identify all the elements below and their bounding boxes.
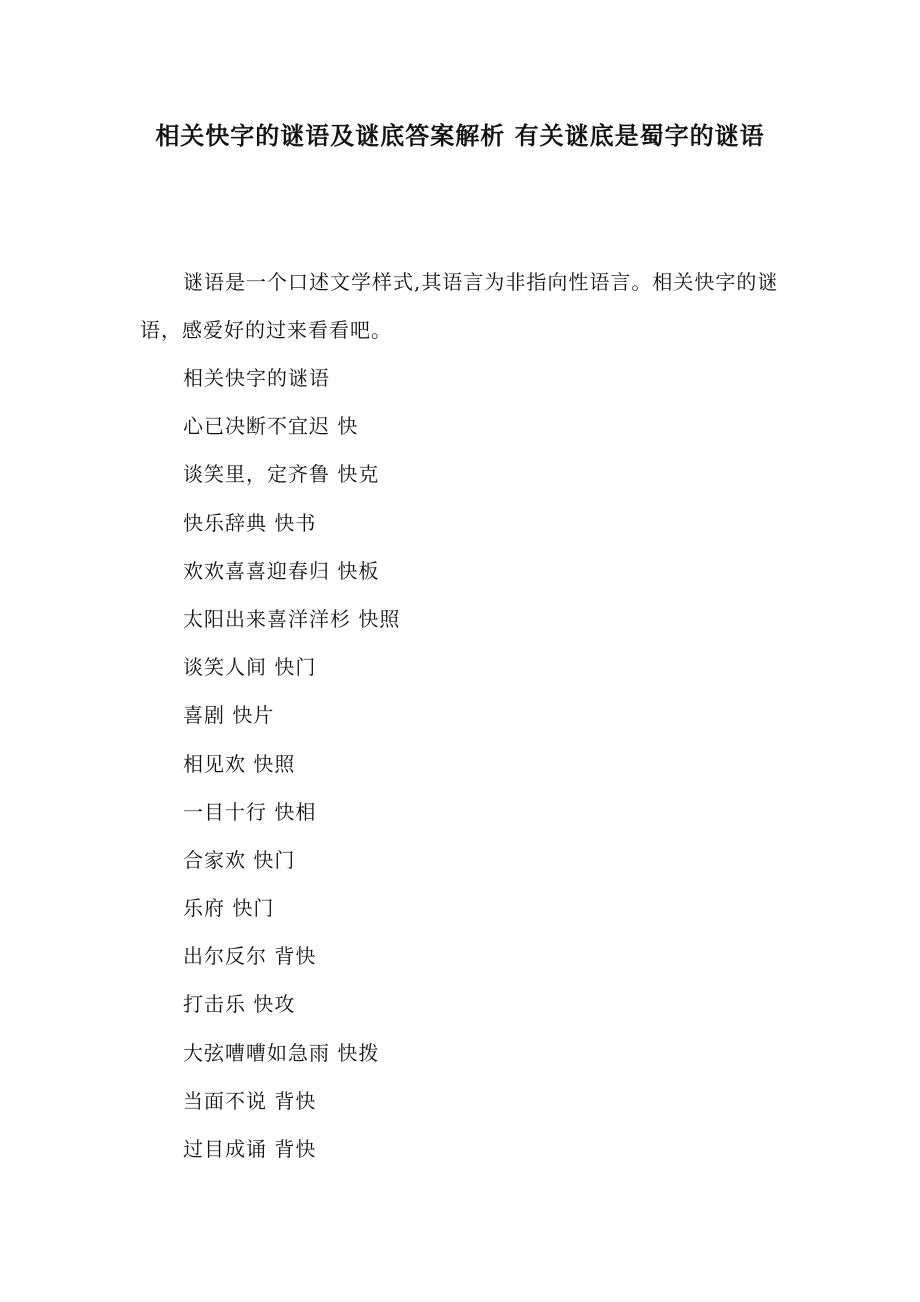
list-item: 过目成诵 背快	[183, 1137, 317, 1161]
list-item: 相关快字的谜语	[183, 366, 330, 390]
list-item: 相见欢 快照	[183, 751, 296, 776]
list-item: 当面不说 背快	[183, 1088, 317, 1113]
list-item: 谈笑人间 快门	[183, 655, 317, 680]
list-item: 出尔反尔 背快	[183, 944, 317, 969]
list-item: 谈笑里，定齐鲁 快克	[183, 462, 380, 487]
intro-paragraph: 谜语是一个口述文学样式,其语言为非指向性语言。相关快字的谜语，感爱好的过来看看吧。	[140, 270, 779, 342]
list-item: 太阳出来喜洋洋杉 快照	[183, 606, 401, 631]
list-item: 快乐辞典 快书	[183, 510, 317, 535]
riddle-list	[183, 354, 400, 1173]
list-item: 心已决断不宜迟 快	[183, 414, 359, 439]
list-item: 一目十行 快相	[183, 799, 317, 824]
list-item: 大弦嘈嘈如急雨 快拨	[183, 1040, 380, 1065]
document-title: 相关快字的谜语及谜底答案解析 有关谜底是蜀字的谜语	[155, 121, 765, 150]
list-item: 打击乐 快攻	[183, 992, 296, 1017]
list-item: 合家欢 快门	[183, 847, 296, 872]
list-item: 乐府 快门	[183, 896, 275, 921]
list-item: 喜剧 快片	[183, 703, 275, 728]
list-item: 欢欢喜喜迎春归 快板	[183, 558, 380, 583]
